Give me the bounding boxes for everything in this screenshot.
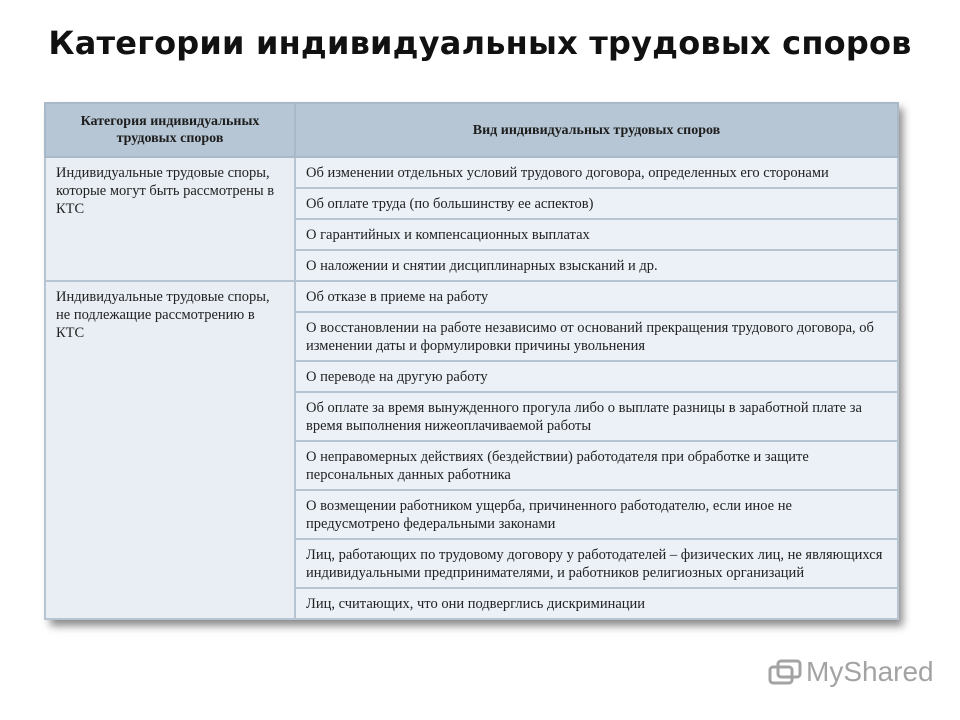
- header-kind: Вид индивидуальных трудовых споров: [295, 103, 898, 157]
- mysharedlogo-icon: [768, 657, 802, 687]
- table-row: [45, 281, 898, 312]
- header-category: Категория индивидуальных трудовых споров: [45, 103, 295, 157]
- disputes-table-container: [44, 102, 897, 620]
- watermark-text: MyShared: [806, 656, 934, 687]
- category-cell-not-kts: Индивидуальные трудовые споры, не подлежащие рассмотрению в КТС: [45, 281, 295, 619]
- kind-cell: Об оплате за время вынужденного прогула либо о выплате разницы в заработной плате за время выполнения нижеоплачиваемой работы: [295, 392, 898, 441]
- kind-cell: О гарантийных и компенсационных выплатах: [295, 219, 898, 250]
- slide-title: Категории индивидуальных трудовых споров: [48, 24, 912, 62]
- watermark: [768, 654, 934, 690]
- table-header-row: [45, 103, 898, 157]
- kind-cell: Об изменении отдельных условий трудового договора, определенных его сторонами: [295, 157, 898, 188]
- category-cell-kts: Индивидуальные трудовые споры, которые могут быть рассмотрены в КТС: [45, 157, 295, 281]
- kind-cell: О наложении и снятии дисциплинарных взысканий и др.: [295, 250, 898, 281]
- kind-cell: Лиц, считающих, что они подверглись дискриминации: [295, 588, 898, 619]
- disputes-table: [44, 102, 899, 620]
- kind-cell: Об оплате труда (по большинству ее аспектов): [295, 188, 898, 219]
- kind-cell: О восстановлении на работе независимо от оснований прекращения трудового договора, об изменении даты и формулировки причины увольнения: [295, 312, 898, 361]
- kind-cell: О переводе на другую работу: [295, 361, 898, 392]
- kind-cell: О возмещении работником ущерба, причиненного работодателю, если иное не предусмотрено федеральными законами: [295, 490, 898, 539]
- kind-cell: Лиц, работающих по трудовому договору у работодателей – физических лиц, не являющихся индивидуальными предпринимателями, и работников религиозных организаций: [295, 539, 898, 588]
- table-row: [45, 157, 898, 188]
- kind-cell: О неправомерных действиях (бездействии) работодателя при обработке и защите персональных данных работника: [295, 441, 898, 490]
- kind-cell: Об отказе в приеме на работу: [295, 281, 898, 312]
